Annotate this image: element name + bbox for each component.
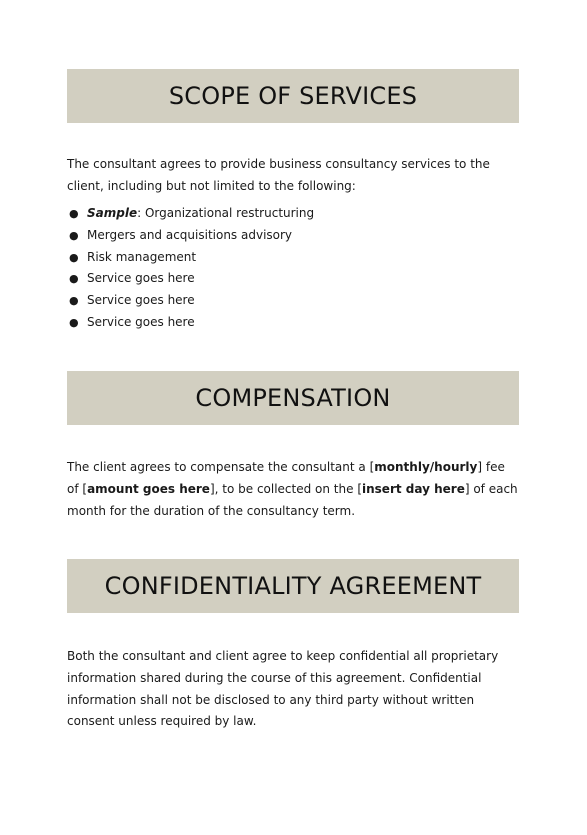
sample-text: : Organizational restructuring — [137, 206, 315, 220]
placeholder-day: insert day here — [362, 481, 465, 496]
service-text: Mergers and acquisitions advisory — [87, 227, 293, 242]
service-text: Service goes here — [87, 314, 195, 329]
sample-label: Sample — [87, 206, 138, 220]
confidentiality-heading: CONFIDENTIALITY AGREEMENT — [104, 572, 482, 600]
services-list — [67, 203, 519, 334]
bullet-icon: ● — [69, 250, 79, 264]
list-item — [67, 312, 519, 334]
service-text: Service goes here — [87, 271, 195, 286]
list-item — [67, 290, 519, 312]
list-item — [67, 268, 519, 290]
text-run: The client agrees to compensate the consultant a [ — [67, 460, 375, 474]
scope-heading: SCOPE OF SERVICES — [168, 82, 418, 110]
service-text: Service goes here — [87, 293, 195, 308]
service-text: Risk management — [87, 249, 197, 264]
list-item — [67, 203, 519, 225]
bullet-icon: ● — [69, 294, 79, 308]
text-run: ], to be collected on the [ — [209, 481, 362, 496]
list-item — [67, 247, 519, 269]
compensation-heading-banner — [67, 371, 519, 425]
text-run: ] of each month for the duration of the consultancy term. — [67, 481, 518, 518]
confidentiality-heading-banner — [67, 559, 519, 613]
compensation-heading: COMPENSATION — [195, 384, 391, 412]
placeholder-rate: monthly/hourly — [374, 460, 478, 474]
placeholder-amount: amount goes here — [87, 481, 210, 496]
bullet-icon: ● — [69, 228, 79, 242]
list-item — [67, 225, 519, 247]
bullet-icon: ● — [69, 315, 79, 329]
scope-heading-banner — [67, 69, 519, 123]
text-run: ] fee of [ — [67, 460, 505, 496]
bullet-icon: ● — [69, 207, 79, 220]
bullet-icon: ● — [69, 272, 79, 286]
confidentiality-text: Both the consultant and client agree to keep confidential all proprietary information shared during the course of this agreement. Confidential information shall not be disclosed to any third party without written consent unless required by law. — [67, 649, 499, 729]
scope-intro: The consultant agrees to provide business consultancy services to the client, including but not limited to the following: — [67, 157, 490, 193]
compensation-text — [67, 457, 519, 522]
